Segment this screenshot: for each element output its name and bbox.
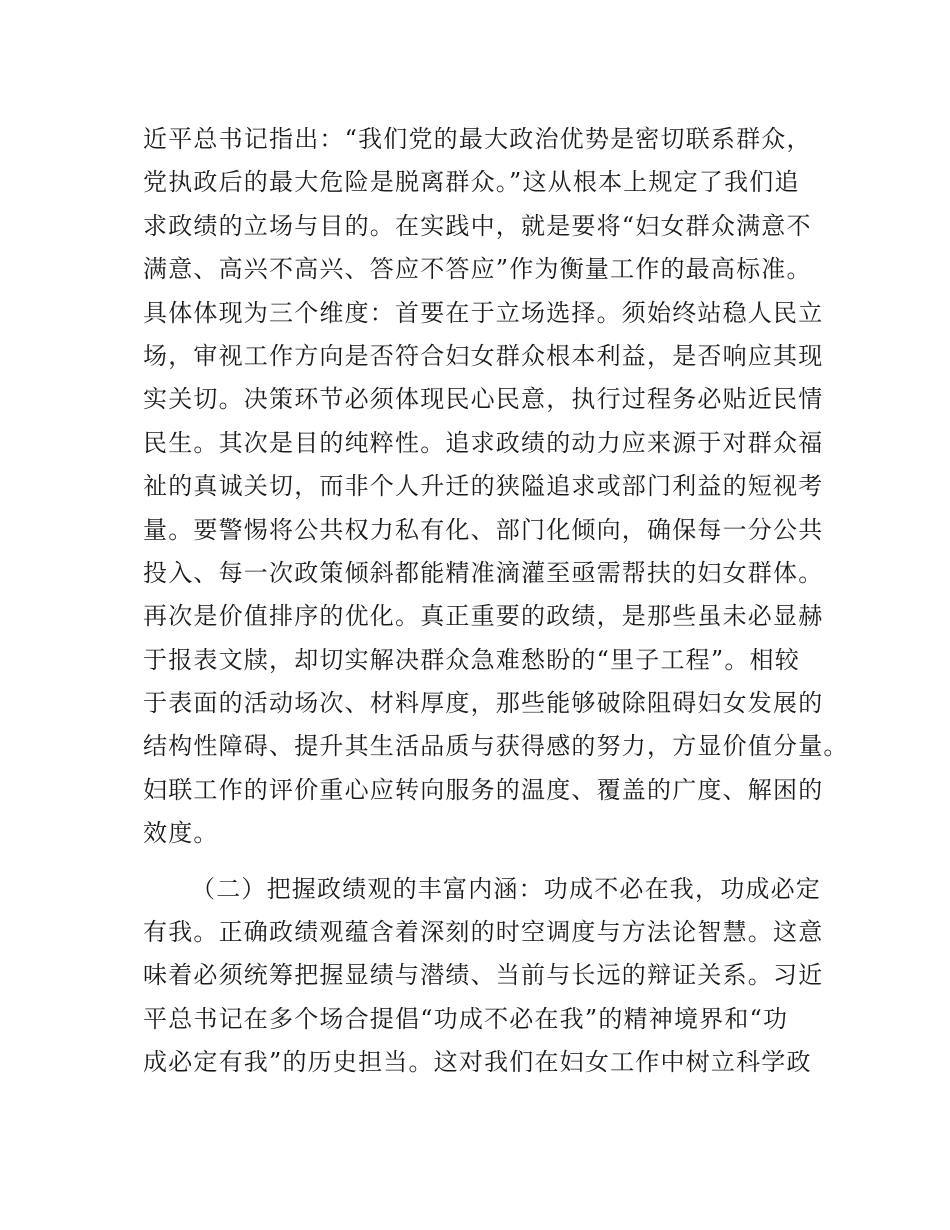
text-line: 于表面的活动场次、材料厚度，那些能够破除阻碍妇女发展的 — [143, 689, 824, 718]
text-line: 再次是价值排序的优化。真正重要的政绩，是那些虽未必显赫 — [143, 602, 824, 631]
paragraph-spacer — [143, 856, 843, 868]
body-text — [143, 118, 849, 1085]
paragraph-2 — [143, 868, 843, 1085]
paragraph-1 — [143, 118, 849, 856]
text-line: 量。要警惕将公共权力私有化、部门化倾向，确保每一分公共 — [143, 515, 824, 544]
text-line: 民生。其次是目的纯粹性。追求政绩的动力应来源于对群众福 — [143, 428, 824, 457]
text-line: 妇联工作的评价重心应转向服务的温度、覆盖的广度、解困的 — [143, 775, 824, 804]
text-line: 具体体现为三个维度：首要在于立场选择。须始终站稳人民立 — [143, 298, 824, 327]
text-line: 场，审视工作方向是否符合妇女群众根本利益，是否响应其现 — [143, 341, 824, 370]
text-line: 近平总书记指出：“我们党的最大政治优势是密切联系群众， — [143, 125, 812, 153]
text-line: 成必定有我”的历史担当。这对我们在妇女工作中树立科学政 — [143, 1048, 812, 1077]
text-line: 祉的真诚关切，而非个人升迁的狭隘追求或部门利益的短视考 — [143, 472, 824, 501]
text-line: （二）把握政绩观的丰富内涵：功成不必在我，功成必定 — [191, 874, 821, 903]
text-line: 党执政后的最大危险是脱离群众。”这从根本上规定了我们追 — [143, 168, 800, 197]
text-line: 投入、每一次政策倾斜都能精准滴灌至亟需帮扶的妇女群体。 — [143, 558, 824, 587]
text-line: 求政绩的立场与目的。在实践中，就是要将“妇女群众满意不 — [143, 211, 812, 240]
text-line: 效度。 — [143, 819, 219, 848]
text-line: 有我。正确政绩观蕴含着深刻的时空调度与方法论智慧。这意 — [143, 918, 824, 947]
text-line: 于报表文牍，却切实解决群众急难愁盼的“里子工程”。相较 — [143, 645, 800, 674]
text-line: 实关切。决策环节必须体现民心民意，执行过程务必贴近民情 — [143, 385, 824, 414]
text-line: 满意、高兴不高兴、答应不答应”作为衡量工作的最高标准。 — [143, 255, 812, 284]
text-line: 平总书记在多个场合提倡“功成不必在我”的精神境界和“功 — [143, 1004, 789, 1033]
text-line: 结构性障碍、提升其生活品质与获得感的努力，方显价值分量。 — [143, 732, 849, 761]
text-line: 味着必须统筹把握显绩与潜绩、当前与长远的辩证关系。习近 — [143, 961, 824, 990]
